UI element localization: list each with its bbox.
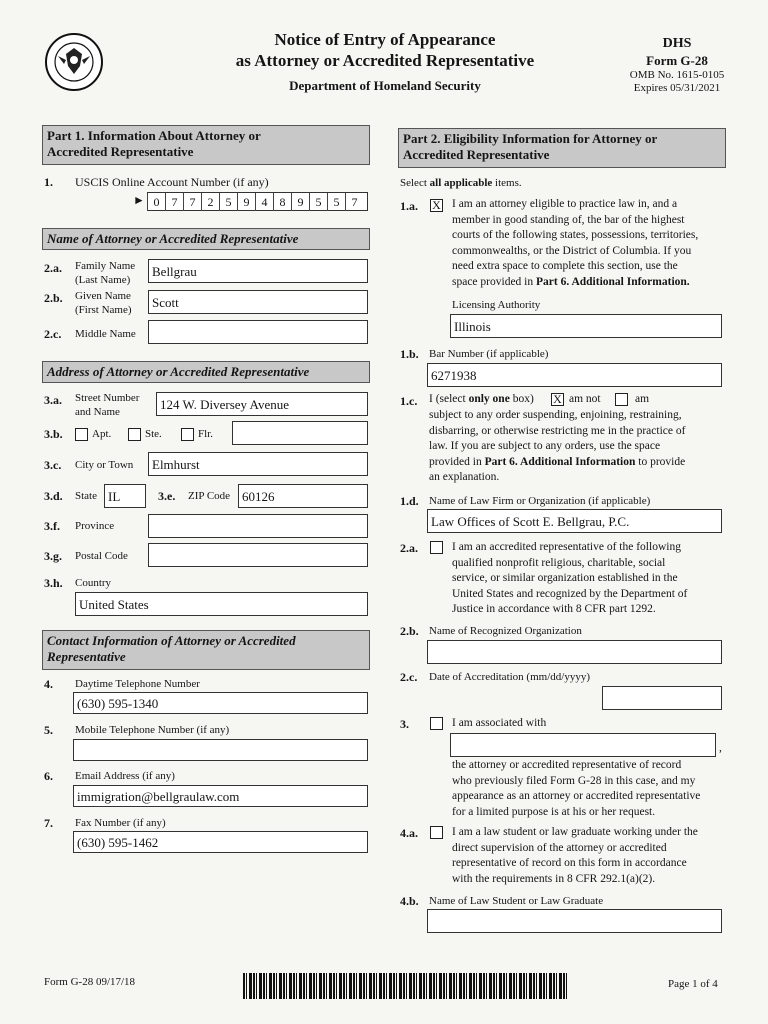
part1-header: [42, 125, 370, 165]
q2a-line: I am an accredited representative of the following: [452, 541, 681, 553]
barcode: [243, 973, 568, 999]
q1c-text: [429, 408, 729, 486]
q2b-label-line1: Given Name: [75, 290, 131, 302]
q2a-label-line2: (Last Name): [75, 274, 131, 286]
q3c-number: 3.c.: [44, 458, 62, 472]
q3a-number: 3.a.: [44, 393, 62, 407]
city-field[interactable]: Elmhurst: [148, 452, 368, 476]
apt-label: Apt.: [92, 428, 112, 440]
q2c-number: 2.c.: [44, 327, 62, 341]
country-field[interactable]: United States: [75, 592, 368, 616]
form-number: Form G-28: [646, 53, 708, 68]
q1d-label: Name of Law Firm or Organization (if applicable): [429, 495, 651, 507]
ste-label: Ste.: [145, 428, 162, 440]
q2c-label-p2: Date of Accreditation (mm/dd/yyyy): [429, 671, 590, 683]
q2b-number-p2: 2.b.: [400, 624, 419, 638]
law-student-name-field[interactable]: [427, 909, 722, 933]
account-digit: 0: [147, 193, 165, 211]
street-field[interactable]: 124 W. Diversey Avenue: [156, 392, 368, 416]
arrow-icon: ►: [133, 193, 145, 207]
q4a-number-p2: 4.a.: [400, 826, 418, 840]
bar-number-field[interactable]: 6271938: [427, 363, 722, 387]
select-post: items.: [492, 177, 522, 189]
q1c-line5-post: to provide: [635, 455, 686, 468]
accreditation-date-field[interactable]: [602, 686, 722, 710]
ste-checkbox[interactable]: [128, 428, 141, 441]
q3b-number: 3.b.: [44, 427, 63, 441]
select-bold: all applicable: [429, 177, 493, 189]
postal-code-field[interactable]: [148, 543, 368, 567]
q7-label: Fax Number (if any): [75, 817, 166, 829]
q3a-label-line2: and Name: [75, 406, 120, 418]
state-field[interactable]: IL: [104, 484, 146, 508]
q3c-label: City or Town: [75, 459, 134, 471]
q2b-label-p2: Name of Recognized Organization: [429, 625, 582, 637]
q1a-line6-bold: Part 6. Additional Information.: [536, 275, 690, 288]
q1c-bold: only one: [468, 393, 510, 405]
contact-section-title-line1: Contact Information of Attorney or Accredited: [47, 633, 296, 648]
title-line2: as Attorney or Accredited Representative: [235, 51, 535, 70]
q4b-number-p2: 4.b.: [400, 894, 419, 908]
q4a-line: representative of record on this form in accordance: [452, 857, 687, 869]
unit-number-field[interactable]: [232, 421, 368, 445]
licensing-authority-label: Licensing Authority: [452, 299, 541, 311]
q1c-mid: box): [509, 393, 534, 405]
q3-label-p2: I am associated with: [452, 717, 547, 729]
account-digit: 7: [165, 193, 183, 211]
middle-name-field[interactable]: [148, 320, 368, 344]
account-digit: 5: [219, 193, 237, 211]
q2b-number: 2.b.: [44, 291, 63, 305]
account-digit: 9: [291, 193, 309, 211]
dhs-seal-icon: [44, 32, 104, 92]
title-line1: Notice of Entry of Appearance: [274, 30, 496, 49]
given-name-field[interactable]: Scott: [148, 290, 368, 314]
q2a-text: [452, 540, 732, 618]
accredited-rep-checkbox[interactable]: [430, 541, 443, 554]
q1a-line6-pre: space provided in: [452, 275, 536, 288]
q1-label: USCIS Online Account Number (if any): [75, 175, 269, 189]
associated-checkbox[interactable]: [430, 717, 443, 730]
account-digit: 5: [327, 193, 345, 211]
q3e-label: ZIP Code: [188, 490, 231, 502]
q1c-line: [429, 455, 729, 471]
am-not-label: am not: [569, 393, 601, 405]
q1-number: 1.: [44, 175, 53, 189]
select-instruction: [400, 176, 522, 190]
part2-header: [398, 128, 726, 168]
apt-checkbox[interactable]: [75, 428, 88, 441]
q7-number: 7.: [44, 816, 53, 830]
q4-number: 4.: [44, 677, 53, 691]
q6-number: 6.: [44, 769, 53, 783]
name-section-title: Name of Attorney or Accredited Representative: [47, 231, 299, 246]
q5-label: Mobile Telephone Number (if any): [75, 724, 230, 736]
agency-label: DHS: [662, 36, 692, 51]
q1c-line5-bold: Part 6. Additional Information: [484, 455, 636, 468]
contact-section-title-line2: Representative: [47, 649, 126, 664]
q1a-line: member in good standing of, the bar of the highest: [452, 213, 685, 226]
footer-edition: Form G-28 09/17/18: [44, 976, 136, 988]
q1c-line: law. If you are subject to any orders, use the space: [429, 440, 661, 452]
mobile-phone-field[interactable]: [73, 739, 368, 761]
q3-line: the attorney or accredited representative of record: [452, 759, 682, 771]
q2a-line: United States and recognized by the Department of: [452, 587, 688, 600]
associated-comma: ,: [719, 742, 722, 754]
department-name: Department of Homeland Security: [289, 78, 481, 93]
account-digit: 7: [345, 193, 363, 211]
part1-title-line1: Part 1. Information About Attorney or: [47, 128, 261, 143]
q5-number: 5.: [44, 723, 53, 737]
q1c-line5-pre: provided in: [429, 455, 485, 468]
account-digit: 4: [255, 193, 273, 211]
q1c-pre: I (select: [429, 393, 469, 405]
am-checkbox[interactable]: [615, 393, 628, 406]
q2c-label: Middle Name: [75, 328, 136, 340]
q3d-label: State: [75, 490, 97, 502]
province-field[interactable]: [148, 514, 368, 538]
q2a-line: Justice in accordance with 8 CFR part 1292.: [452, 603, 656, 615]
q1a-line: commonwealths, or the District of Columbia. If you: [452, 244, 692, 257]
law-firm-field[interactable]: Law Offices of Scott E. Bellgrau, P.C.: [427, 509, 722, 533]
recognized-org-field[interactable]: [427, 640, 722, 664]
account-digit: 8: [273, 193, 291, 211]
q1a-line: I am an attorney eligible to practice law in, and a: [452, 198, 678, 210]
am-label: am: [635, 393, 650, 405]
q2a-number: 2.a.: [44, 261, 62, 275]
part2-title-line2: Accredited Representative: [403, 147, 550, 162]
q3f-number: 3.f.: [44, 519, 60, 533]
q1a-line: need extra space to complete this section, use the: [452, 260, 678, 272]
q3d-number: 3.d.: [44, 489, 63, 503]
form-id-block: [612, 35, 742, 95]
q4b-label-p2: Name of Law Student or Law Graduate: [429, 895, 604, 907]
part1-title-line2: Accredited Representative: [47, 144, 194, 159]
account-digit: 7: [183, 193, 201, 211]
address-section-header: [42, 361, 370, 383]
q2a-line: service, or similar organization established in the: [452, 572, 678, 584]
account-digit: 2: [201, 193, 219, 211]
fax-field[interactable]: (630) 595-1462: [73, 831, 368, 853]
part2-title-line1: Part 2. Eligibility Information for Attorney or: [403, 131, 658, 146]
q1b-label: Bar Number (if applicable): [429, 348, 549, 360]
law-student-checkbox[interactable]: [430, 826, 443, 839]
q2c-number-p2: 2.c.: [400, 670, 418, 684]
flr-label: Flr.: [198, 428, 213, 440]
q3e-number: 3.e.: [158, 489, 176, 503]
address-section-title: Address of Attorney or Accredited Representative: [47, 364, 310, 379]
q1c-number: 1.c.: [400, 394, 418, 408]
q1c-line: an explanation.: [429, 471, 500, 483]
q2a-label-line1: Family Name: [75, 260, 136, 272]
flr-checkbox[interactable]: [181, 428, 194, 441]
family-name-field[interactable]: Bellgrau: [148, 259, 368, 283]
form-title: [200, 30, 570, 96]
q3-text: [452, 758, 732, 820]
q3a-label-line1: Street Number: [75, 392, 140, 404]
contact-section-header: [42, 630, 370, 670]
q3h-number: 3.h.: [44, 576, 63, 590]
q1b-number: 1.b.: [400, 347, 419, 361]
q3g-number: 3.g.: [44, 549, 62, 563]
licensing-authority-field[interactable]: Illinois: [450, 314, 722, 338]
account-digit: 9: [237, 193, 255, 211]
daytime-phone-field[interactable]: (630) 595-1340: [73, 692, 368, 714]
footer-page-number: Page 1 of 4: [668, 978, 718, 990]
q3g-label: Postal Code: [75, 550, 128, 562]
am-not-checkbox[interactable]: X: [551, 393, 564, 406]
q1c-line1: [429, 392, 534, 408]
q3a-label: [75, 391, 139, 419]
q4a-line: direct supervision of the attorney or accredited: [452, 841, 667, 854]
q3-line: appearance as an attorney or accredited representative: [452, 790, 701, 802]
q2b-label: [75, 289, 132, 317]
q1c-line: disbarring, or otherwise restricting me in the practice of: [429, 424, 686, 437]
q4a-line: with the requirements in 8 CFR 292.1(a)(2).: [452, 872, 656, 885]
q2a-number-p2: 2.a.: [400, 541, 418, 555]
q1c-line: subject to any order suspending, enjoining, restraining,: [429, 409, 682, 421]
associated-with-field[interactable]: [450, 733, 716, 757]
q1a-text: [452, 197, 732, 290]
attorney-checkbox[interactable]: X: [430, 199, 443, 212]
q3-number-p2: 3.: [400, 717, 409, 731]
q1a-line: courts of the following states, possessions, territories,: [452, 229, 699, 241]
account-digit: 5: [309, 193, 327, 211]
q2b-label-line2: (First Name): [75, 304, 132, 316]
q1a-number: 1.a.: [400, 199, 418, 213]
q4a-text: [452, 825, 732, 887]
q6-label: Email Address (if any): [75, 770, 175, 782]
account-number-field[interactable]: [147, 192, 368, 211]
zip-field[interactable]: 60126: [238, 484, 368, 508]
expiration-date: Expires 05/31/2021: [633, 82, 721, 94]
q3-line: who previously filed Form G-28 in this case, and my: [452, 774, 696, 787]
q4a-line: I am a law student or law graduate working under the: [452, 826, 698, 838]
q1a-line: [452, 275, 732, 291]
select-pre: Select: [400, 177, 430, 189]
q3h-label: Country: [75, 577, 112, 589]
name-section-header: [42, 228, 370, 250]
q1d-number: 1.d.: [400, 494, 419, 508]
dhs-seal: [44, 32, 104, 92]
omb-number: OMB No. 1615-0105: [629, 69, 725, 81]
q3f-label: Province: [75, 520, 115, 532]
q2a-line: qualified nonprofit religious, charitable, social: [452, 556, 666, 569]
q4-label: Daytime Telephone Number: [75, 678, 200, 690]
q2a-label: [75, 259, 135, 287]
email-field[interactable]: immigration@bellgraulaw.com: [73, 785, 368, 807]
q3-line: for a limited purpose is at his or her request.: [452, 805, 656, 818]
